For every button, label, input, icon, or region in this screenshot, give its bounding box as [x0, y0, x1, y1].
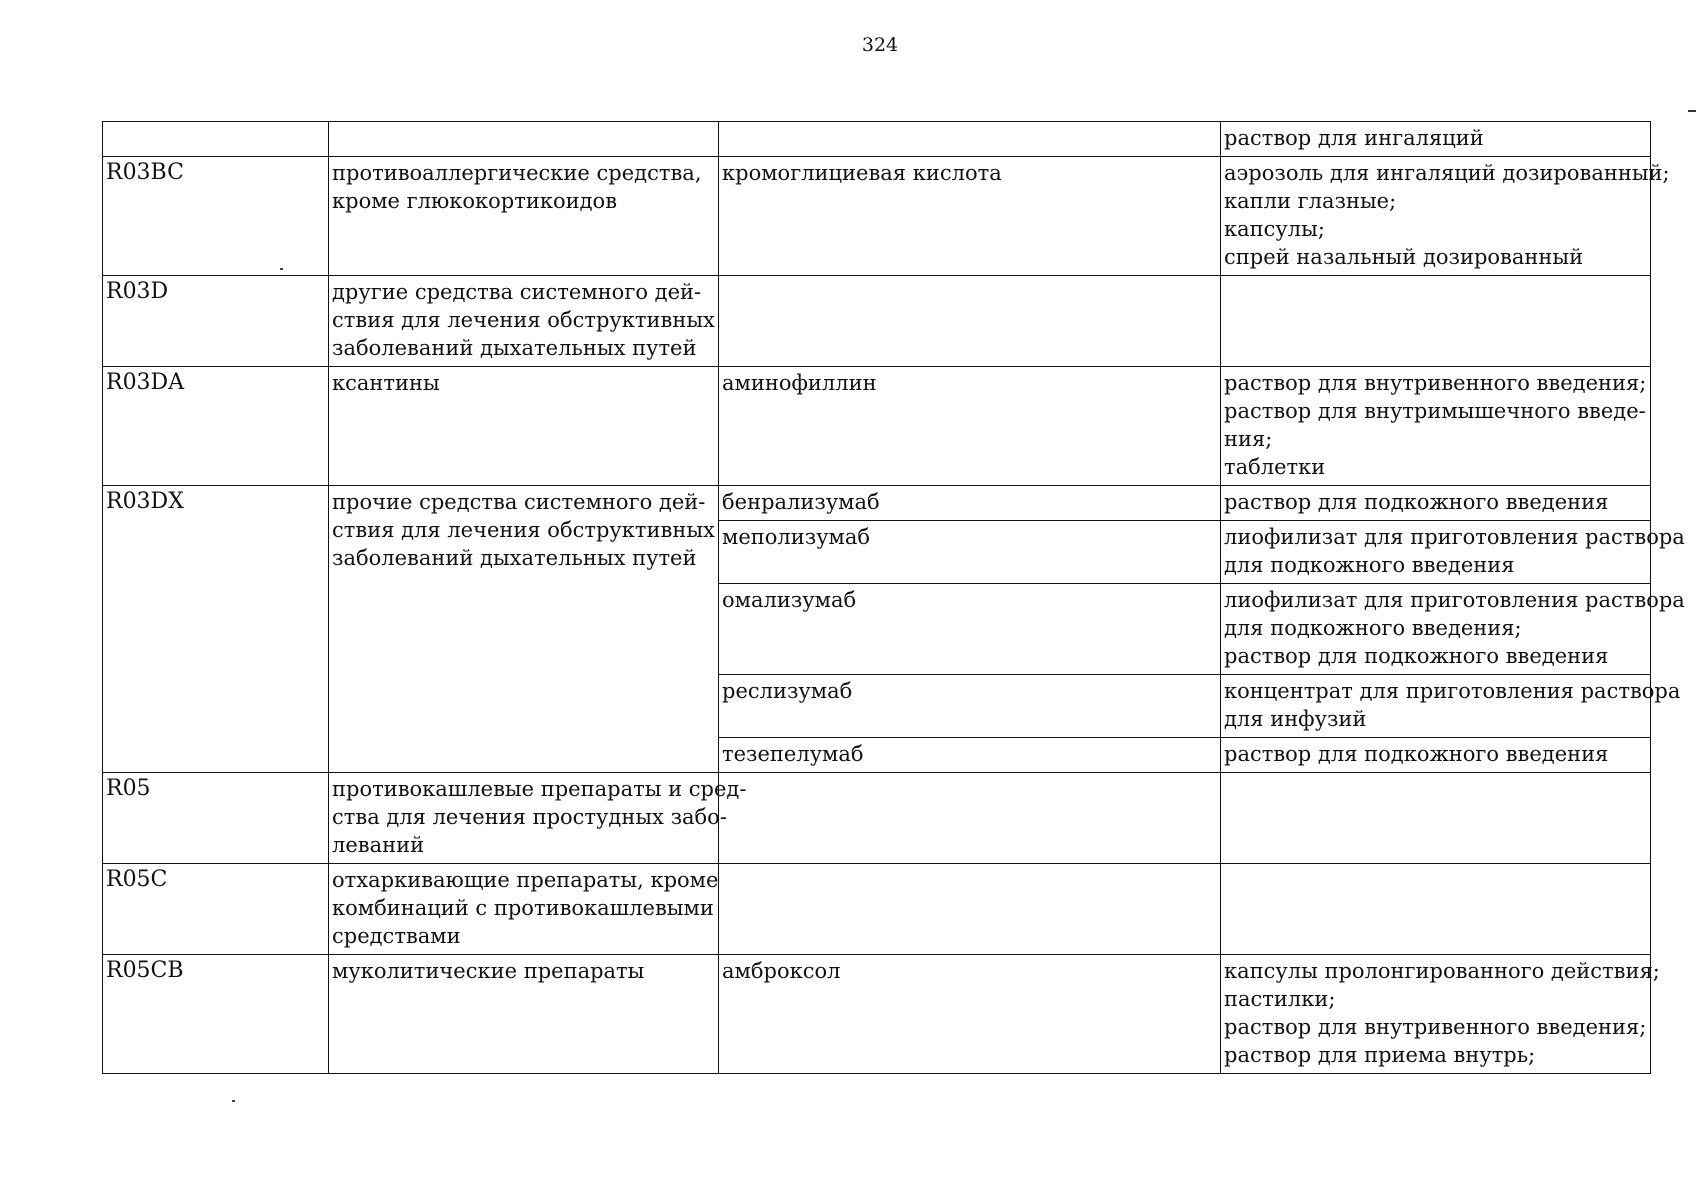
group-name-line: противокашлевые препараты и сред- [332, 777, 747, 801]
dosage-form: аэрозоль для ингаляций дозированный; [1224, 161, 1670, 185]
dosage-form: раствор для ингаляций [1224, 126, 1484, 150]
drug-name: омализумаб [722, 588, 857, 612]
dosage-form: для инфузий [1224, 707, 1367, 731]
group-name-line: прочие средства системного дей- [332, 490, 706, 514]
atc-code-cell: R03BC [103, 157, 329, 276]
group-name-line: кроме глюкокортикоидов [332, 189, 618, 213]
drug-classification-table [102, 121, 1685, 1074]
dosage-forms-cell [1221, 773, 1651, 864]
group-name-line: комбинаций с противокашлевыми [332, 896, 714, 920]
group-name-cell [329, 955, 719, 1074]
dosage-form: капсулы пролонгированного действия; [1224, 959, 1660, 983]
dosage-form: раствор для внутривенного введения; [1224, 371, 1647, 395]
dosage-forms-cell [1221, 955, 1660, 1074]
table-row [103, 486, 1651, 521]
dosage-form: капсулы; [1224, 217, 1325, 241]
dosage-form: раствор для приема внутрь; [1224, 1043, 1536, 1067]
group-name-line: леваний [332, 833, 425, 857]
group-name-line: ствия для лечения обструктивных [332, 518, 715, 542]
drug-name-cell [719, 122, 1221, 157]
dosage-form: раствор для подкожного введения [1224, 742, 1609, 766]
dosage-forms-cell [1221, 521, 1685, 584]
dosage-form: пастилки; [1224, 987, 1336, 1011]
dosage-forms-cell [1221, 675, 1681, 738]
group-name-line: ксантины [332, 371, 440, 395]
dosage-form: раствор для внутримышечного введе- [1224, 399, 1646, 423]
dosage-form: таблетки [1224, 455, 1326, 479]
drug-name-cell [719, 486, 1221, 521]
dosage-forms-cell [1221, 122, 1651, 157]
drug-name-cell [719, 675, 1221, 738]
group-name-line: средствами [332, 924, 461, 948]
dosage-form: спрей назальный дозированный [1224, 245, 1584, 269]
table-row [103, 773, 1651, 864]
drug-name: аминофиллин [722, 371, 877, 395]
dosage-form: концентрат для приготовления раствора [1224, 679, 1681, 703]
dosage-form: раствор для подкожного введения [1224, 644, 1609, 668]
atc-code-cell [103, 122, 329, 157]
atc-code-cell: R05CB [103, 955, 329, 1074]
group-name-line: ства для лечения простудных забо- [332, 805, 727, 829]
dosage-form: раствор для внутривенного введения; [1224, 1015, 1647, 1039]
dosage-form: лиофилизат для приготовления раствора [1224, 525, 1685, 549]
table-row [103, 864, 1651, 955]
dosage-form: для подкожного введения [1224, 553, 1515, 577]
atc-code-cell: R03DX [103, 486, 329, 773]
dosage-form: для подкожного введения; [1224, 616, 1522, 640]
margin-mark [1688, 110, 1696, 112]
table-row [103, 122, 1651, 157]
drug-name-cell [719, 276, 1221, 367]
dosage-forms-cell [1221, 367, 1651, 486]
group-name-cell [329, 157, 719, 276]
dosage-forms-cell [1221, 738, 1651, 773]
dosage-forms-cell [1221, 864, 1651, 955]
drug-name: реслизумаб [722, 679, 853, 703]
drug-name-cell [719, 773, 1221, 864]
table-row [103, 955, 1651, 1074]
atc-code-cell: R05C [103, 864, 329, 955]
drug-name-cell [719, 157, 1221, 276]
table-row [103, 367, 1651, 486]
drug-name-cell [719, 521, 1221, 584]
group-name-cell [329, 486, 719, 773]
drug-name: меполизумаб [722, 525, 871, 549]
drug-name: бенрализумаб [722, 490, 880, 514]
scan-speck [232, 1100, 235, 1102]
drug-name: кромоглициевая кислота [722, 161, 1002, 185]
group-name-cell [329, 122, 719, 157]
group-name-line: заболеваний дыхательных путей [332, 546, 697, 570]
page-number: 324 [861, 34, 899, 56]
atc-code-cell: R03DA [103, 367, 329, 486]
drug-name-cell [719, 864, 1221, 955]
group-name-line: противоаллергические средства, [332, 161, 702, 185]
drug-name: амброксол [722, 959, 841, 983]
group-name-line: ствия для лечения обструктивных [332, 308, 715, 332]
dosage-form: раствор для подкожного введения [1224, 490, 1609, 514]
group-name-cell [329, 367, 719, 486]
group-name-cell [329, 276, 719, 367]
drug-name-cell [719, 367, 1221, 486]
drug-name: тезепелумаб [722, 742, 864, 766]
dosage-form: лиофилизат для приготовления раствора [1224, 588, 1685, 612]
table-row [103, 157, 1651, 276]
group-name-cell [329, 864, 719, 955]
dosage-forms-cell [1221, 157, 1670, 276]
group-name-cell [329, 773, 747, 864]
drug-name-cell [719, 584, 1221, 675]
dosage-forms-cell [1221, 584, 1685, 675]
atc-code-cell: R05 [103, 773, 329, 864]
group-name-line: муколитические препараты [332, 959, 645, 983]
dosage-forms-cell [1221, 486, 1651, 521]
table-row [103, 276, 1651, 367]
drug-name-cell [719, 955, 1221, 1074]
atc-code-cell: R03D [103, 276, 329, 367]
group-name-line: отхаркивающие препараты, кроме [332, 868, 719, 892]
dosage-form: ния; [1224, 427, 1273, 451]
dosage-forms-cell [1221, 276, 1651, 367]
group-name-line: заболеваний дыхательных путей [332, 336, 697, 360]
drug-name-cell [719, 738, 1221, 773]
group-name-line: другие средства системного дей- [332, 280, 702, 304]
dosage-form: капли глазные; [1224, 189, 1397, 213]
